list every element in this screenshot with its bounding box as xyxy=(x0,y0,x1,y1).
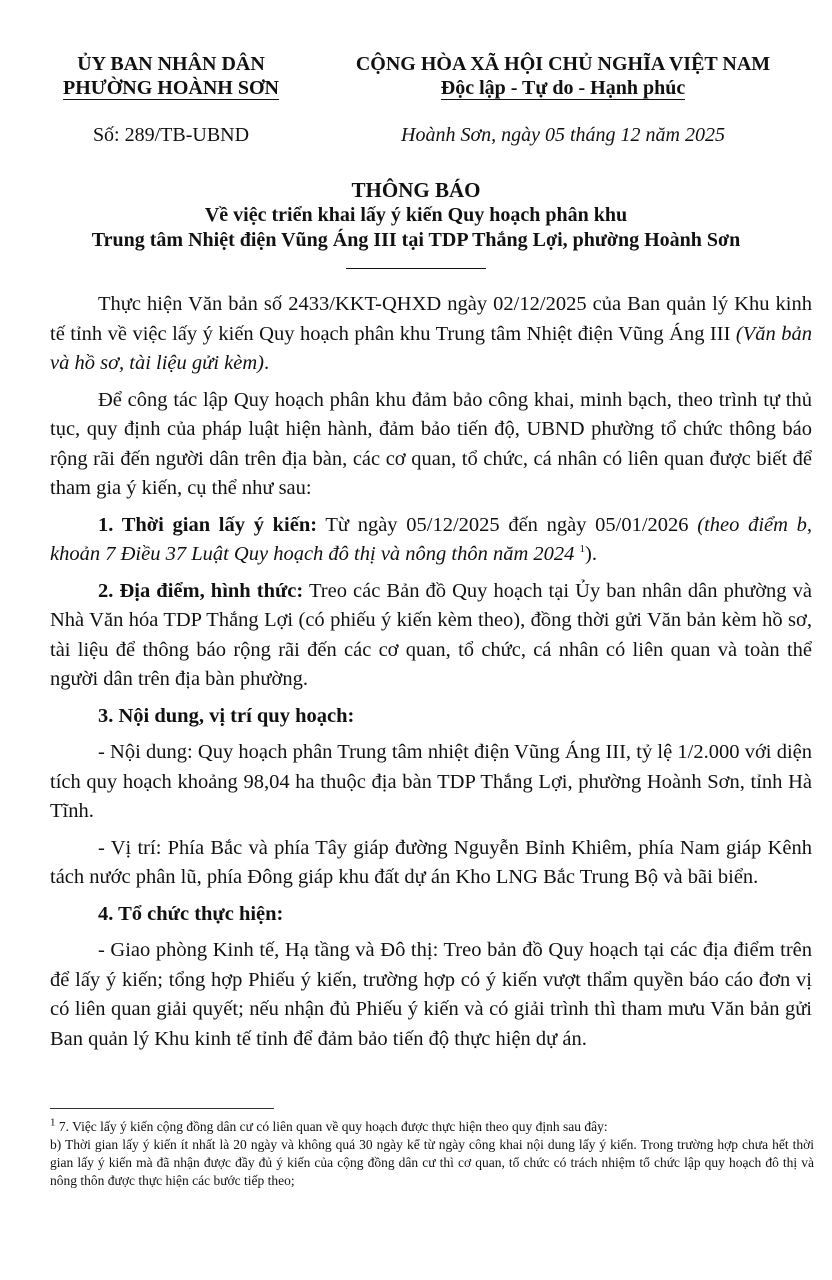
section-2 xyxy=(50,577,812,695)
document-subtitle-1: Về việc triển khai lấy ý kiến Quy hoạch phân khu xyxy=(204,204,628,226)
footnote-marker: 1 xyxy=(50,1116,56,1129)
section-1-text: Từ ngày 05/12/2025 đến ngày 05/01/2026 xyxy=(317,513,698,536)
document-subtitle-2: Trung tâm Nhiệt điện Vũng Áng III tại TDP Thắng Lợi, phường Hoành Sơn xyxy=(91,229,741,251)
section-3 xyxy=(50,702,812,732)
title-underline xyxy=(346,266,486,269)
section-3-location: - Vị trí: Phía Bắc và phía Tây giáp đường Nguyễn Bỉnh Khiêm, phía Nam giáp Kênh tách nước phân lũ, phía Đông giáp khu đất dự án Kho LNG Bắc Trung Bộ và bãi biển. xyxy=(50,836,812,888)
section-2-heading: 2. Địa điểm, hình thức: xyxy=(98,579,304,602)
section-1-end: ). xyxy=(585,543,597,565)
document-title-block xyxy=(40,178,792,276)
footnote-reference[interactable]: 1 xyxy=(579,543,586,556)
section-4-text: - Giao phòng Kinh tế, Hạ tầng và Đô thị: Treo bản đồ Quy hoạch tại các địa điểm trên để lấy ý kiến; tổng hợp Phiếu ý kiến, trường hợp có ý kiến vượt thẩm quyền báo cáo đơn vị có liên quan giải quyết; nếu nhận đủ Phiếu ý kiến và có giải trình thì tham mưu Văn bản gửi Ban quản lý Khu kinh tế tỉnh để đảm bảo tiến độ thực hiện dự án. xyxy=(50,939,812,1050)
section-1 xyxy=(50,511,812,570)
section-1-italic: (theo điểm b, khoản 7 Điều 37 Luật Quy hoạch đô thị và nông thôn năm 2024 xyxy=(50,513,812,565)
document-number: Số: 289/TB-UBND xyxy=(92,124,250,146)
intro-italic: (Văn bản và hồ sơ, tài liệu gửi kèm) xyxy=(50,322,812,374)
section-3-heading: 3. Nội dung, vị trí quy hoạch: xyxy=(98,704,355,727)
intro-text: Thực hiện Văn bản số 2433/KKT-QHXD ngày 02/12/2025 của Ban quản lý Khu kinh tế tỉnh về việc lấy ý kiến Quy hoạch phân khu Trung tâm Nhiệt điện Vũng Áng III xyxy=(50,293,812,345)
national-name: CỘNG HÒA XÃ HỘI CHỦ NGHĨA VIỆT NAM xyxy=(355,53,771,75)
issuing-authority xyxy=(22,52,320,100)
footnote-line-2: b) Thời gian lấy ý kiến ít nhất là 20 ngày và không quá 30 ngày kể từ ngày công khai nội dung lấy ý kiến. Trong trường hợp chưa hết thời gian lấy ý kiến mà đã nhận được đầy đủ ý kiến của cộng đồng dân cư thì cơ quan, tổ chức có trách nhiệm tổ chức lập quy hoạch đô thị và nông thôn được thực hiện các bước tiếp theo; xyxy=(50,1137,814,1188)
authority-line-2: PHƯỜNG HOÀNH SƠN xyxy=(63,77,279,99)
section-2-text: Treo các Bản đồ Quy hoạch tại Ủy ban nhân dân phường và Nhà Văn hóa TDP Thắng Lợi (có phiếu ý kiến kèm theo), đồng thời gửi Văn bản kèm hồ sơ, tài liệu để thông báo rộng rãi đến các cơ quan, tổ chức, cá nhân có liên quan và toàn thể người dân trên địa bàn phường. xyxy=(50,579,812,690)
motto: Độc lập - Tự do - Hạnh phúc xyxy=(440,77,686,99)
paragraph-purpose: Để công tác lập Quy hoạch phân khu đảm bảo công khai, minh bạch, theo trình tự thủ tục, quy định của pháp luật hiện hành, đảm bảo tiến độ, UBND phường tổ chức thông báo rộng rãi đến người dân trên địa bàn, các cơ quan, tổ chức, cá nhân có liên quan được biết để tham gia ý kiến, cụ thể như sau: xyxy=(50,388,812,499)
document-body xyxy=(50,290,812,1061)
intro-end: . xyxy=(263,352,270,374)
footnote-line-1 xyxy=(50,1118,814,1136)
authority-line-1: ỦY BAN NHÂN DÂN xyxy=(77,53,265,75)
section-1-heading: 1. Thời gian lấy ý kiến: xyxy=(98,513,318,536)
document-title: THÔNG BÁO xyxy=(351,178,481,202)
national-motto xyxy=(316,52,810,100)
section-4 xyxy=(50,900,812,930)
footnote-text-1: 7. Việc lấy ý kiến cộng đồng dân cư có liên quan về quy hoạch được thực hiện theo quy định sau đây: xyxy=(55,1119,608,1134)
place-date: Hoành Sơn, ngày 05 tháng 12 năm 2025 xyxy=(401,124,725,146)
footnote xyxy=(50,1118,814,1190)
footnote-separator xyxy=(50,1108,274,1109)
section-4-heading: 4. Tổ chức thực hiện: xyxy=(98,902,284,925)
section-3-content: - Nội dung: Quy hoạch phân Trung tâm nhiệt điện Vũng Áng III, tỷ lệ 1/2.000 với diện tích quy hoạch khoảng 98,04 ha thuộc địa bàn TDP Thắng Lợi, phường Hoành Sơn, tỉnh Hà Tĩnh. xyxy=(50,741,812,822)
paragraph-intro xyxy=(50,290,812,379)
